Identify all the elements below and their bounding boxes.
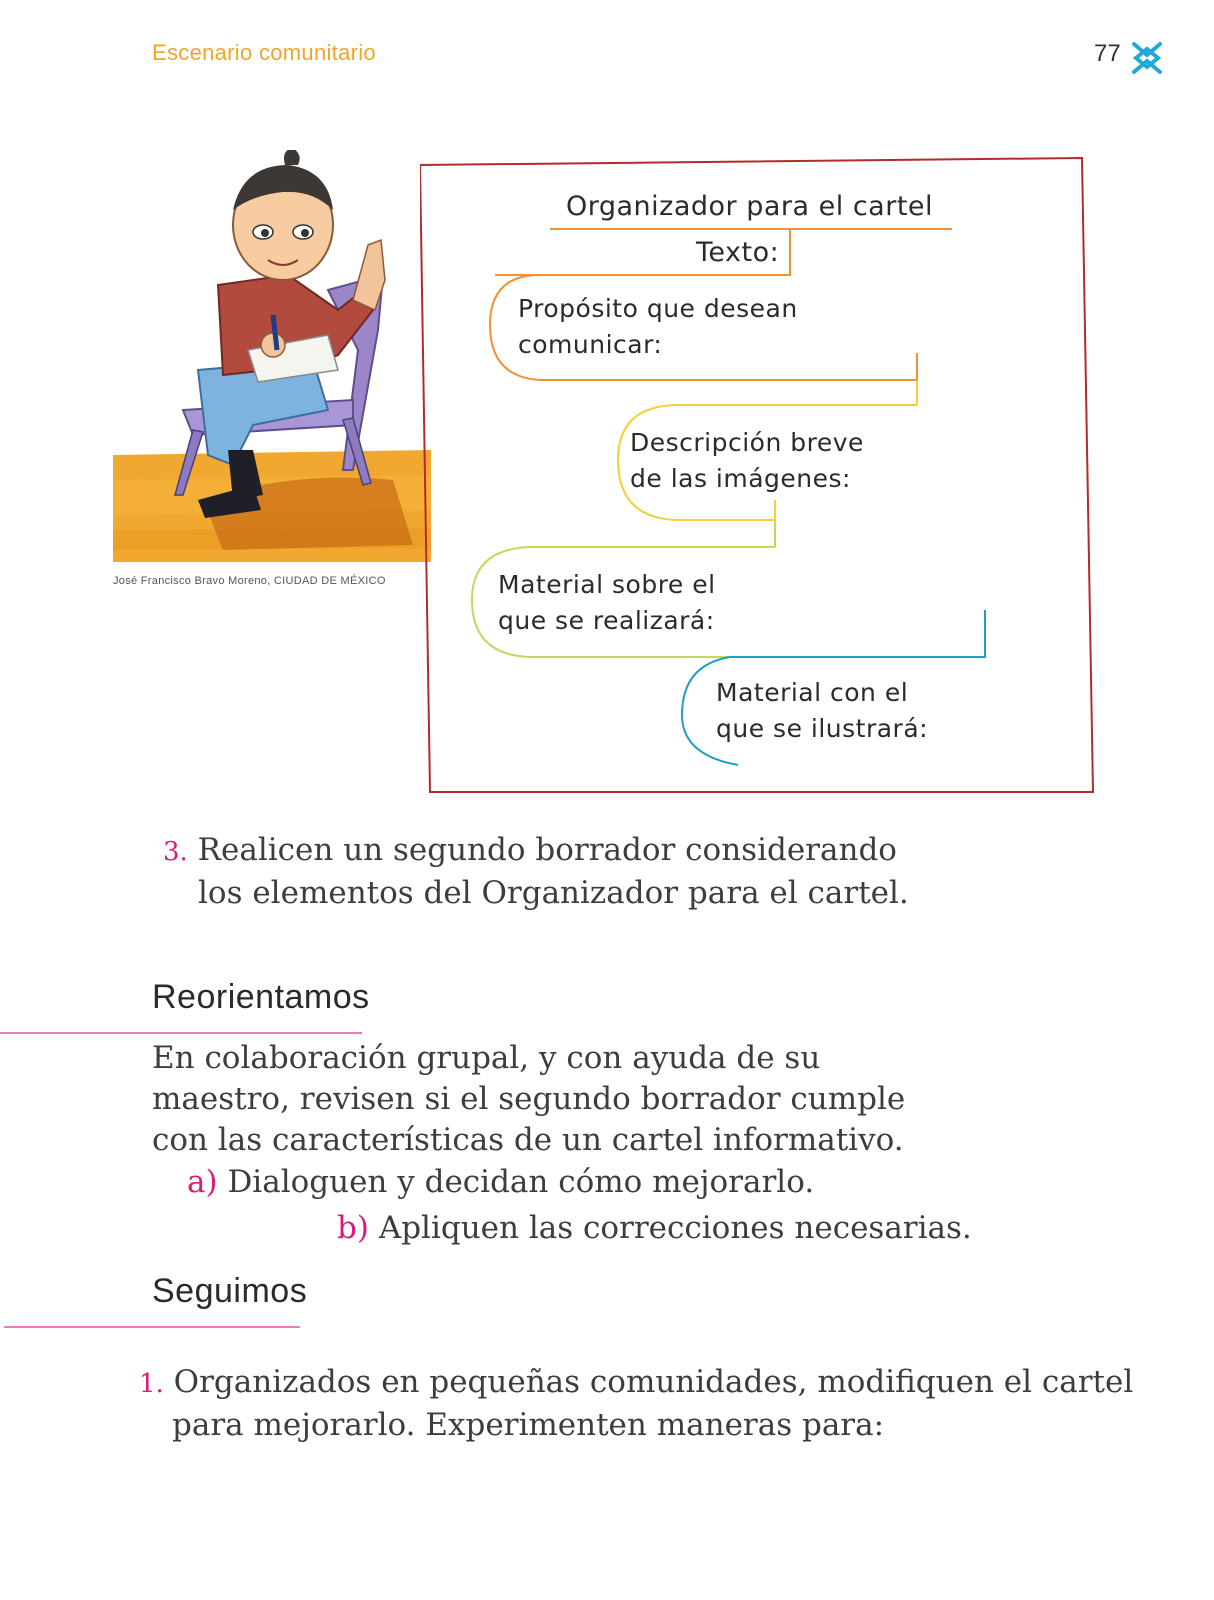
step-marker: 1. xyxy=(139,1369,164,1399)
seguimos-step-1: 1. Organizados en pequeñas comunidades, modifiquen el cartel para mejorarlo. Experimenten maneras para: xyxy=(139,1364,1134,1443)
boy-writing-illustration xyxy=(113,150,431,562)
illustration-credit: José Francisco Bravo Moreno, CIUDAD DE MÉXICO xyxy=(113,575,386,587)
step-marker: 3. xyxy=(163,837,188,867)
poster-organizer xyxy=(420,155,1105,807)
reorientamos-item-a: a) Dialoguen y decidan cómo mejorarlo. xyxy=(187,1164,815,1200)
page-number: 77 xyxy=(1094,40,1121,67)
heading-underline xyxy=(4,1326,300,1328)
knot-logo-icon xyxy=(1130,40,1164,76)
section-label: Escenario comunitario xyxy=(152,40,376,65)
organizer-item-purpose: Propósito que desean comunicar: xyxy=(518,294,798,359)
organizer-item-illustration-material: Material con el que se ilustrará: xyxy=(716,678,929,743)
step-3: 3. Realicen un segundo borrador considerando los elementos del Organizador para el cartel. xyxy=(163,832,909,911)
reorientamos-paragraph: En colaboración grupal, y con ayuda de su maestro, revisen si el segundo borrador cumple con las características de un cartel informativo. xyxy=(152,1040,906,1158)
organizer-title: Organizador para el cartel xyxy=(566,191,934,222)
organizer-text-label: Texto: xyxy=(696,237,780,268)
organizer-item-images: Descripción breve de las imágenes: xyxy=(630,428,864,493)
heading-underline xyxy=(0,1032,362,1034)
organizer-item-material: Material sobre el que se realizará: xyxy=(498,570,716,635)
section-heading-seguimos: Seguimos xyxy=(152,1272,308,1310)
reorientamos-item-b: b) Apliquen las correcciones necesarias. xyxy=(337,1210,972,1246)
section-heading-reorientamos: Reorientamos xyxy=(152,978,370,1016)
